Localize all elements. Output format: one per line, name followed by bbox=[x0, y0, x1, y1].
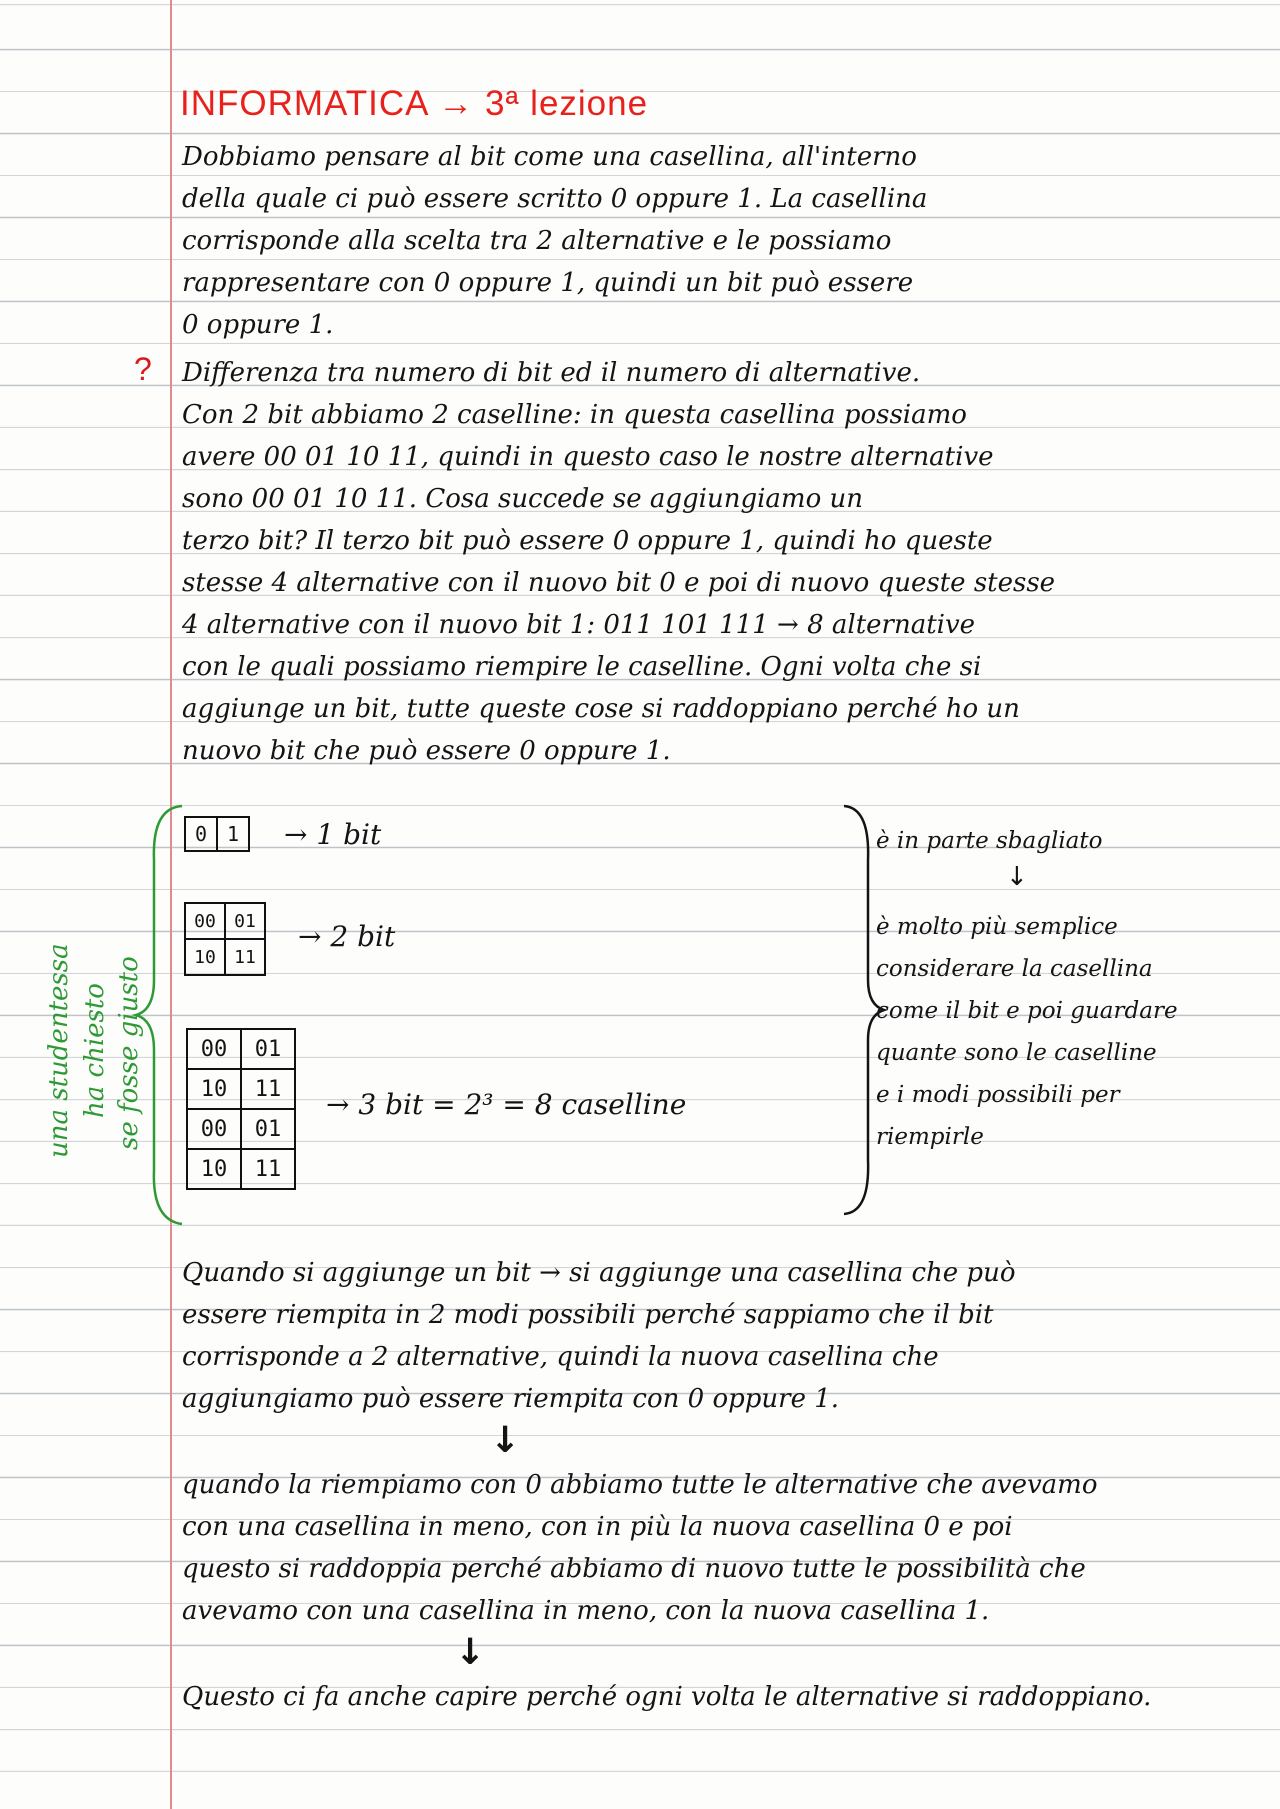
grid-cell: 00 bbox=[185, 903, 225, 939]
green-note-line: se fosse giusto bbox=[114, 956, 144, 1150]
text-line: Differenza tra numero di bit ed il numero di alternative. bbox=[182, 358, 921, 388]
grid-cell: 01 bbox=[241, 1029, 295, 1069]
grid-cell: 10 bbox=[185, 939, 225, 975]
conclusion-line: Questo ci fa anche capire perché ogni volta le alternative si raddoppiano. bbox=[182, 1682, 1152, 1712]
text-line: corrisponde a 2 alternative, quindi la nuova casellina che bbox=[182, 1342, 939, 1372]
text-line: Dobbiamo pensare al bit come una casellina, all'interno bbox=[182, 142, 917, 172]
green-note-line: una studentessa bbox=[44, 943, 74, 1158]
text-line: 0 oppure 1. bbox=[182, 310, 334, 340]
grid-cell: 11 bbox=[241, 1149, 295, 1189]
side-note-line: e i modi possibili per bbox=[876, 1082, 1120, 1108]
text-line: sono 00 01 10 11. Cosa succede se aggiungiamo un bbox=[182, 484, 863, 514]
grid-2-label: → 2 bit bbox=[298, 920, 396, 953]
text-line: Con 2 bit abbiamo 2 caselline: in questa casellina possiamo bbox=[182, 400, 967, 430]
grid-1-label: → 1 bit bbox=[284, 818, 382, 851]
grid-2-bit bbox=[184, 902, 266, 976]
text-line: terzo bit? Il terzo bit può essere 0 oppure 1, quindi ho queste bbox=[182, 526, 993, 556]
grid-3-bit bbox=[186, 1028, 296, 1190]
text-line: avere 00 01 10 11, quindi in questo caso le nostre alternative bbox=[182, 442, 994, 472]
text-line: corrisponde alla scelta tra 2 alternative e le possiamo bbox=[182, 226, 892, 256]
text-line: con le quali possiamo riempire le caselline. Ogni volta che si bbox=[182, 652, 982, 682]
side-note-line: riempirle bbox=[876, 1124, 984, 1150]
text-line: 4 alternative con il nuovo bit 1: 011 101 111 → 8 alternative bbox=[182, 610, 976, 640]
text-line: nuovo bit che può essere 0 oppure 1. bbox=[182, 736, 671, 766]
grid-cell: 01 bbox=[225, 903, 265, 939]
grid-cell: 10 bbox=[187, 1149, 241, 1189]
side-note-top: è in parte sbagliato bbox=[876, 828, 1103, 854]
grid-3-label: → 3 bit = 2³ = 8 caselline bbox=[326, 1088, 687, 1121]
grid-1-bit bbox=[184, 816, 250, 852]
text-line: aggiungiamo può essere riempita con 0 oppure 1. bbox=[182, 1384, 840, 1414]
text-line: della quale ci può essere scritto 0 oppure 1. La casellina bbox=[182, 184, 928, 214]
grid-cell: 11 bbox=[225, 939, 265, 975]
side-note-line: è molto più semplice bbox=[876, 914, 1118, 940]
text-line: aggiunge un bit, tutte queste cose si raddoppiano perché ho un bbox=[182, 694, 1020, 724]
grid-cell: 00 bbox=[187, 1109, 241, 1149]
down-arrow-icon: ↓ bbox=[490, 1420, 521, 1461]
question-mark: ? bbox=[134, 351, 152, 387]
grid-cell: 01 bbox=[241, 1109, 295, 1149]
green-note-line: ha chiesto bbox=[80, 983, 110, 1118]
text-line: stesse 4 alternative con il nuovo bit 0 e poi di nuovo queste stesse bbox=[182, 568, 1056, 598]
text-line: questo si raddoppia perché abbiamo di nuovo tutte le possibilità che bbox=[182, 1554, 1086, 1584]
text-line: avevamo con una casellina in meno, con la nuova casellina 1. bbox=[182, 1596, 990, 1626]
grid-cell: 0 bbox=[185, 817, 217, 851]
text-line: Quando si aggiunge un bit → si aggiunge una casellina che può bbox=[182, 1258, 1016, 1288]
side-note-line: considerare la casellina bbox=[876, 956, 1153, 982]
down-arrow-icon: ↓ bbox=[455, 1632, 486, 1673]
side-note-line: quante sono le caselline bbox=[876, 1040, 1157, 1066]
text-line: con una casellina in meno, con in più la nuova casellina 0 e poi bbox=[182, 1512, 1013, 1542]
text-line: essere riempita in 2 modi possibili perché sappiamo che il bit bbox=[182, 1300, 994, 1330]
text-line: rappresentare con 0 oppure 1, quindi un bit può essere bbox=[182, 268, 914, 298]
grid-cell: 11 bbox=[241, 1069, 295, 1109]
grid-cell: 1 bbox=[217, 817, 249, 851]
grid-cell: 10 bbox=[187, 1069, 241, 1109]
grid-cell: 00 bbox=[187, 1029, 241, 1069]
page-title: INFORMATICA → 3ª lezione bbox=[180, 84, 649, 123]
side-note-arrow-icon: ↓ bbox=[1006, 862, 1028, 892]
side-note-line: come il bit e poi guardare bbox=[876, 998, 1178, 1024]
text-line: quando la riempiamo con 0 abbiamo tutte le alternative che avevamo bbox=[182, 1470, 1098, 1500]
